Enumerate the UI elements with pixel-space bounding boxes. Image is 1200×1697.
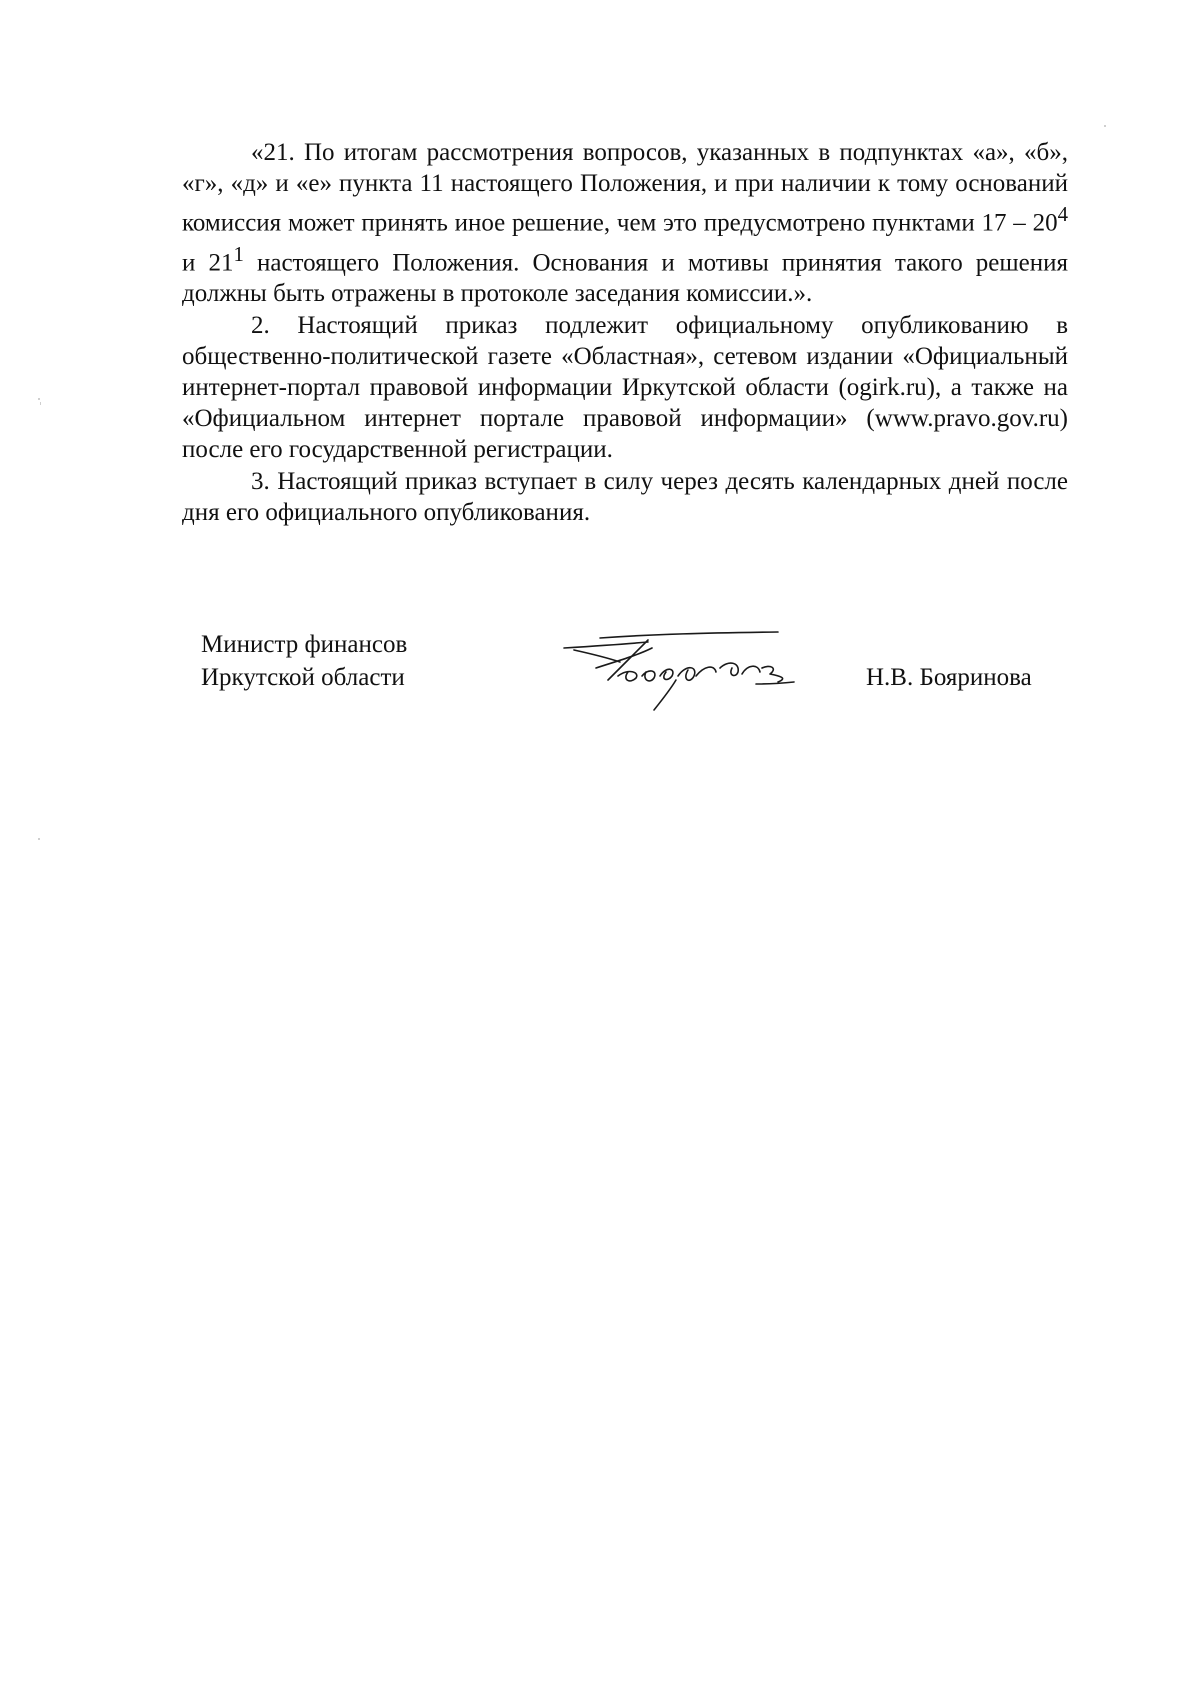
signer-position-line2: Иркутской области: [201, 664, 405, 691]
document-body: [182, 137, 1068, 528]
signer-position-line1: Министр финансов: [201, 631, 408, 658]
scan-mark: [1104, 125, 1106, 127]
scan-mark: [40, 402, 41, 405]
signer-name: Н.В. Бояринова: [866, 664, 1032, 691]
paragraph-item-21: «21. По итогам рассмотрения вопросов, указанных в подпунктах «а», «б», «г», «д» и «е» пункта 11 настоящего Положения, и при наличии к тому оснований комиссия может принять иное решение, чем это предусмотрено пунктами $17 - 20^4$ и $21^1$ настоящего Положения. Основания и мотивы принятия такого решения должны быть отражены в протоколе заседания комиссии.».: [182, 139, 1068, 308]
paragraph-publication: 2. Настоящий приказ подлежит официальному опубликованию в общественно-политической газете «Областная», сетевом издании «Официальный интернет-портал правовой информации Иркутской области (ogirk.ru), а также на «Официальном интернет портале правовой информации» (www.pravo.gov.ru) после его государственной регистрации.: [182, 311, 1068, 464]
handwritten-signature-icon: [556, 628, 816, 714]
paragraph-effective-date: 3. Настоящий приказ вступает в силу через десять календарных дней после дня его официального опубликования.: [182, 467, 1068, 526]
signer-position: [201, 628, 407, 694]
scan-mark: [38, 838, 40, 840]
scan-mark: [38, 398, 40, 400]
signature-block: [0, 628, 1200, 718]
